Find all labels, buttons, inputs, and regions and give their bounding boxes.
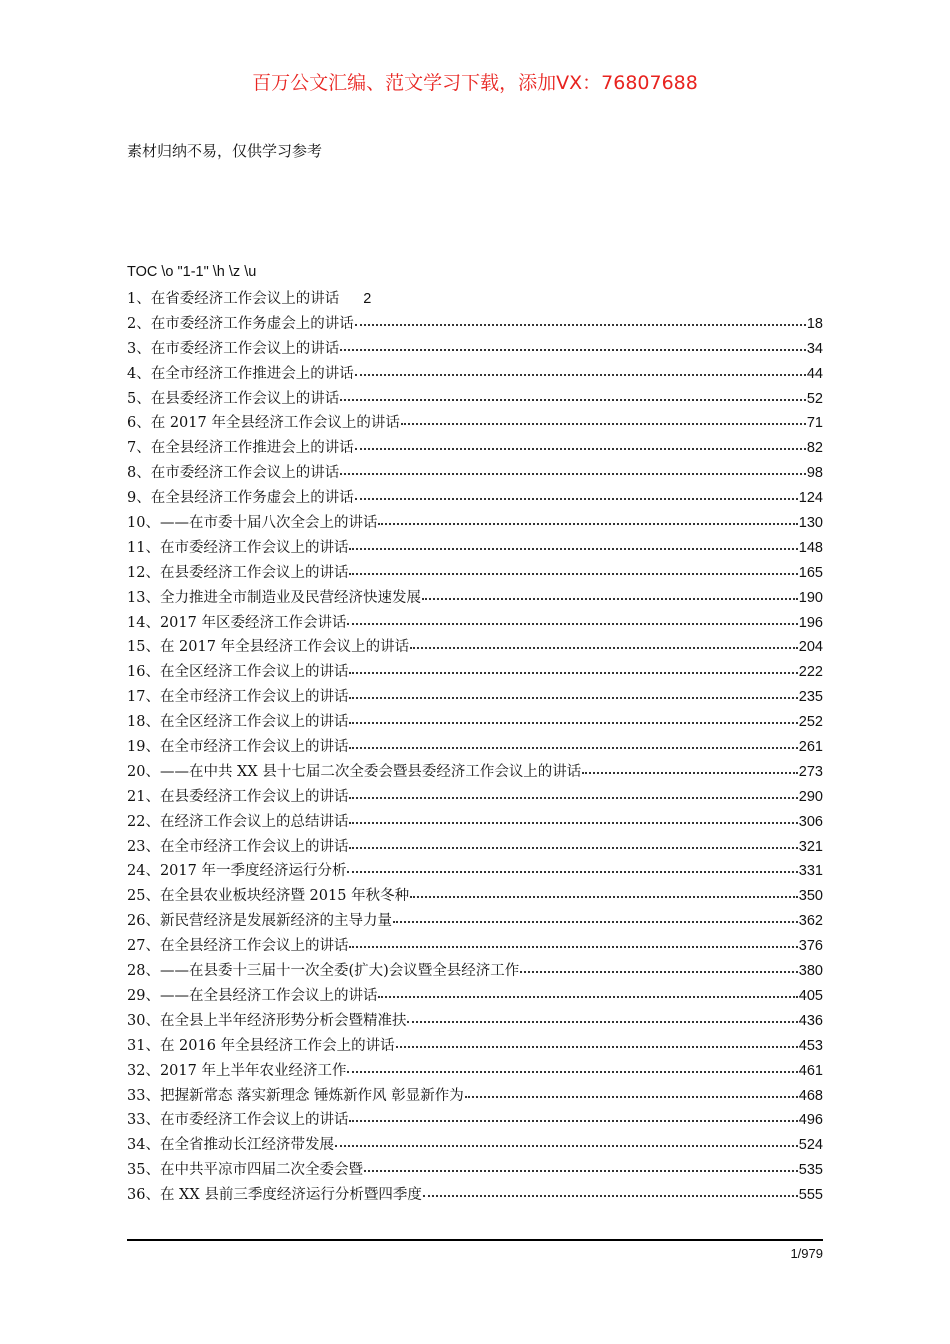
- toc-entry-page: 461: [798, 1062, 823, 1079]
- toc-entry-page: 376: [798, 938, 823, 955]
- toc-leader-dots: [340, 385, 806, 401]
- toc-entry[interactable]: [127, 884, 823, 909]
- toc-entry[interactable]: [127, 710, 823, 735]
- toc-leader-dots: [349, 708, 797, 724]
- toc-entry-page: 196: [798, 614, 823, 631]
- toc-entry[interactable]: [127, 511, 823, 536]
- toc-entry[interactable]: [127, 362, 823, 387]
- toc-entry-title[interactable]: 28、——在县委十三届十一次全委(扩大)会议暨全县经济工作: [127, 963, 520, 980]
- toc-leader-dots: [378, 509, 797, 525]
- toc-entry-page: 496: [798, 1112, 823, 1129]
- toc-entry-page: 71: [806, 415, 823, 432]
- toc-entry-page: 555: [798, 1187, 823, 1204]
- toc-entry-title[interactable]: 4、在全市经济工作推进会上的讲话: [127, 365, 354, 382]
- toc-leader-dots: [335, 1131, 798, 1147]
- toc-leader-dots: [340, 335, 806, 351]
- toc-entry-title[interactable]: 14、2017 年区委经济工作会讲话: [127, 614, 347, 631]
- toc-leader-dots: [347, 609, 797, 625]
- toc-leader-dots: [364, 1156, 798, 1172]
- toc-entry-page: 306: [798, 813, 823, 830]
- toc-entry[interactable]: [127, 984, 823, 1009]
- toc-entry-page: 273: [798, 763, 823, 780]
- toc-entry[interactable]: [127, 760, 823, 785]
- toc-entry-page: 453: [798, 1037, 823, 1054]
- toc-entry-page: 52: [806, 390, 823, 407]
- toc-entry-title[interactable]: 9、在全县经济工作务虚会上的讲话: [127, 490, 354, 507]
- toc-entry-title[interactable]: 17、在全市经济工作会议上的讲话: [127, 689, 349, 706]
- toc-leader-dots: [410, 633, 798, 649]
- toc-entry[interactable]: [127, 909, 823, 934]
- toc-entry-title[interactable]: 18、在全区经济工作会议上的讲话: [127, 714, 349, 731]
- toc-entry[interactable]: [127, 1059, 823, 1084]
- toc-entry-title[interactable]: 7、在全县经济工作推进会上的讲话: [127, 440, 354, 457]
- toc-entry-page: 204: [798, 639, 823, 656]
- toc-entry-page: 130: [798, 515, 823, 532]
- toc-entry-page: 436: [798, 1012, 823, 1029]
- toc-entry-title[interactable]: 20、——在中共 XX 县十七届二次全委会暨县委经济工作会议上的讲话: [127, 763, 582, 780]
- toc-entry[interactable]: [127, 859, 823, 884]
- toc-leader-dots: [349, 658, 797, 674]
- toc-entry-title[interactable]: 34、在全省推动长江经济带发展: [127, 1137, 334, 1154]
- toc-entry[interactable]: [127, 835, 823, 860]
- toc-entry-page: 222: [798, 664, 823, 681]
- toc-leader-dots: [423, 1181, 798, 1197]
- toc-entry-title[interactable]: 32、2017 年上半年农业经济工作: [127, 1062, 347, 1079]
- toc-entry-title[interactable]: 31、在 2016 年全县经济工作会上的讲话: [127, 1037, 395, 1054]
- toc-leader-dots: [349, 683, 797, 699]
- toc-entry-page: 380: [798, 963, 823, 980]
- toc-entry[interactable]: [127, 810, 823, 835]
- toc-entry-page: 165: [798, 564, 823, 581]
- toc-entry-title[interactable]: 6、在 2017 年全县经济工作会议上的讲话: [127, 415, 400, 432]
- toc-entry-page: 34: [806, 340, 823, 357]
- toc-entry-page: 331: [798, 863, 823, 880]
- note-text: 素材归纳不易，仅供学习参考: [127, 142, 323, 160]
- toc-entry[interactable]: [127, 735, 823, 760]
- toc-entry-page: 18: [806, 315, 823, 332]
- toc-entry-title[interactable]: 22、在经济工作会议上的总结讲话: [127, 813, 349, 830]
- toc-leader-dots: [349, 1106, 797, 1122]
- toc-entry-page: 44: [806, 365, 823, 382]
- toc-entry-title[interactable]: 27、在全县经济工作会议上的讲话: [127, 938, 349, 955]
- toc-entry[interactable]: [127, 635, 823, 660]
- toc-leader-dots: [582, 758, 797, 774]
- toc-entry-page: 124: [798, 490, 823, 507]
- toc-leader-dots: [349, 808, 797, 824]
- toc-leader-dots: [355, 310, 806, 326]
- toc-entry-title[interactable]: 5、在县委经济工作会议上的讲话: [127, 390, 340, 407]
- toc-leader-dots: [349, 833, 797, 849]
- toc-entry-title[interactable]: 13、全力推进全市制造业及民营经济快速发展: [127, 589, 421, 606]
- toc-leader-dots: [355, 484, 798, 500]
- toc-entry[interactable]: [127, 337, 823, 362]
- toc-entry-title[interactable]: 1、在省委经济工作会议上的讲话: [127, 291, 340, 307]
- toc-leader-dots: [355, 360, 806, 376]
- toc-entry[interactable]: [127, 561, 823, 586]
- page-number: 1/979: [790, 1246, 823, 1261]
- toc-entry[interactable]: [127, 461, 823, 486]
- toc-entry-title[interactable]: 25、在全县农业板块经济暨 2015 年秋冬种: [127, 888, 410, 905]
- toc-entry-title[interactable]: 8、在市委经济工作会议上的讲话: [127, 465, 340, 482]
- toc-entry-title[interactable]: 19、在全市经济工作会议上的讲话: [127, 739, 349, 756]
- toc-entry[interactable]: [127, 586, 823, 611]
- toc-entry-page: 350: [798, 888, 823, 905]
- toc-leader-dots: [396, 1032, 798, 1048]
- table-of-contents: [127, 287, 823, 1208]
- toc-entry-title[interactable]: 15、在 2017 年全县经济工作会议上的讲话: [127, 639, 410, 656]
- toc-entry[interactable]: [127, 387, 823, 412]
- toc-entry-title[interactable]: 23、在全市经济工作会议上的讲话: [127, 838, 349, 855]
- toc-leader-dots: [422, 584, 798, 600]
- toc-entry[interactable]: [127, 611, 823, 636]
- toc-entry[interactable]: [127, 1183, 823, 1208]
- toc-entry[interactable]: [127, 1133, 823, 1158]
- toc-entry[interactable]: [127, 1009, 823, 1034]
- toc-leader-dots: [347, 857, 797, 873]
- toc-entry[interactable]: [127, 1108, 823, 1133]
- toc-entry-title[interactable]: 16、在全区经济工作会议上的讲话: [127, 664, 349, 681]
- toc-leader-dots: [393, 907, 798, 923]
- toc-entry-page: 535: [798, 1162, 823, 1179]
- toc-entry-title[interactable]: 3、在市委经济工作会议上的讲话: [127, 340, 340, 357]
- toc-leader-dots: [355, 434, 806, 450]
- toc-entry-title[interactable]: 26、新民营经济是发展新经济的主导力量: [127, 913, 392, 930]
- toc-entry-page: 82: [806, 440, 823, 457]
- toc-entry-page: 148: [798, 539, 823, 556]
- toc-entry-title[interactable]: 35、在中共平凉市四届二次全委会暨: [127, 1162, 363, 1179]
- toc-leader-dots: [410, 882, 798, 898]
- toc-leader-dots: [349, 783, 797, 799]
- toc-field-code: TOC \o "1-1" \h \z \u: [127, 264, 257, 280]
- toc-entry-page: 235: [798, 689, 823, 706]
- toc-entry[interactable]: [127, 785, 823, 810]
- toc-entry-title[interactable]: 2、在市委经济工作务虚会上的讲话: [127, 315, 354, 332]
- toc-entry[interactable]: [127, 934, 823, 959]
- toc-entry-title[interactable]: 12、在县委经济工作会议上的讲话: [127, 564, 349, 581]
- toc-entry-page: 524: [798, 1137, 823, 1154]
- toc-leader-dots: [520, 957, 798, 973]
- toc-entry-title[interactable]: 33、把握新常态 落实新理念 锤炼新作风 彰显新作为: [127, 1087, 464, 1104]
- toc-leader-dots: [340, 459, 806, 475]
- toc-entry-page: 321: [798, 838, 823, 855]
- toc-entry-page: 252: [798, 714, 823, 731]
- toc-entry[interactable]: [127, 1158, 823, 1183]
- toc-entry-title[interactable]: 33、在市委经济工作会议上的讲话: [127, 1112, 349, 1129]
- toc-entry-title[interactable]: 21、在县委经济工作会议上的讲话: [127, 788, 349, 805]
- toc-entry-title[interactable]: 29、——在全县经济工作会议上的讲话: [127, 987, 378, 1004]
- toc-leader-dots: [401, 409, 806, 425]
- toc-leader-dots: [465, 1082, 798, 1098]
- toc-leader-dots: [349, 534, 797, 550]
- toc-leader-dots: [349, 733, 797, 749]
- watermark-header: 百万公文汇编、范文学习下载，添加VX：76807688: [252, 72, 698, 94]
- toc-entry-page: 2: [363, 291, 372, 307]
- toc-entry-page: 261: [798, 739, 823, 756]
- toc-leader-dots: [347, 1057, 797, 1073]
- toc-leader-dots: [349, 559, 797, 575]
- toc-entry-title[interactable]: 11、在市委经济工作会议上的讲话: [127, 539, 349, 556]
- toc-entry[interactable]: [127, 436, 823, 461]
- toc-entry-title[interactable]: 24、2017 年一季度经济运行分析: [127, 863, 347, 880]
- toc-entry[interactable]: [127, 660, 823, 685]
- toc-entry[interactable]: [127, 536, 823, 561]
- toc-entry[interactable]: [127, 959, 823, 984]
- toc-entry-page: 290: [798, 788, 823, 805]
- toc-entry[interactable]: [127, 411, 823, 436]
- toc-entry[interactable]: [127, 486, 823, 511]
- toc-entry-page: 98: [806, 465, 823, 482]
- toc-entry[interactable]: [127, 287, 823, 312]
- toc-entry[interactable]: [127, 685, 823, 710]
- toc-entry-title[interactable]: 30、在全县上半年经济形势分析会暨精准扶: [127, 1012, 407, 1029]
- toc-entry[interactable]: [127, 1034, 823, 1059]
- toc-entry-page: 468: [798, 1087, 823, 1104]
- toc-entry-page: 405: [798, 987, 823, 1004]
- toc-entry-title[interactable]: 10、——在市委十届八次全会上的讲话: [127, 515, 378, 532]
- toc-leader-dots: [378, 982, 797, 998]
- toc-entry[interactable]: [127, 312, 823, 337]
- toc-entry[interactable]: [127, 1084, 823, 1109]
- toc-entry-page: 362: [798, 913, 823, 930]
- toc-leader-dots: [407, 1007, 797, 1023]
- footer-rule: [127, 1239, 823, 1241]
- toc-entry-title[interactable]: 36、在 XX 县前三季度经济运行分析暨四季度: [127, 1187, 422, 1204]
- toc-entry-page: 190: [798, 589, 823, 606]
- toc-leader-dots: [349, 932, 797, 948]
